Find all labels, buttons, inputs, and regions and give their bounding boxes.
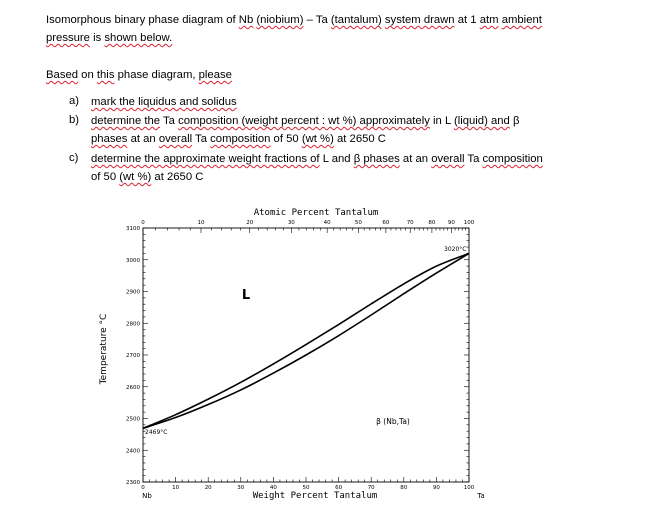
- text-run: composition (weight percent : wt %) approximately: [178, 115, 430, 127]
- text-run: pressure: [46, 32, 90, 44]
- item-c-marker: c): [69, 152, 79, 164]
- top-axis-title: Atomic Percent Tantalum: [253, 208, 379, 218]
- text-run: Isomorphous binary phase diagram of: [46, 14, 239, 26]
- y-tick-label: 2400: [126, 448, 140, 455]
- text-run: Nb: [238, 14, 254, 26]
- text-run: please: [198, 69, 232, 81]
- x-tick-label: 90: [432, 485, 440, 491]
- x-tick-label: 10: [172, 485, 180, 491]
- y-tick-label: 2300: [126, 480, 140, 486]
- x-tick-label: 80: [400, 485, 408, 491]
- x-tick-label: 20: [204, 485, 212, 491]
- x-tick-label: 60: [335, 485, 343, 491]
- text-run: on: [78, 69, 97, 81]
- text-run: at 1: [454, 14, 480, 26]
- y-tick-label: 2800: [126, 321, 140, 328]
- text-run: Ta: [192, 133, 211, 145]
- text-run: in L: [429, 115, 454, 127]
- top-tick-label: 0: [141, 220, 145, 226]
- end-label-nb: Nb: [142, 492, 152, 500]
- y-tick-label: 3000: [126, 257, 140, 264]
- text-run: (tantalum): [330, 14, 382, 26]
- annotation-nb-melting: 2469°C: [145, 429, 168, 436]
- text-run: (niobium): [256, 14, 304, 26]
- text-run: at an: [399, 153, 432, 165]
- y-tick-label: 2700: [126, 353, 140, 359]
- text-run: ambient: [501, 14, 542, 26]
- text-run: composition: [210, 133, 271, 145]
- text-run: phase diagram,: [114, 69, 199, 81]
- top-tick-label: 90: [447, 220, 455, 226]
- top-tick-label: 80: [428, 220, 436, 226]
- item-a-marker: a): [69, 95, 80, 107]
- text-run: – Ta: [303, 14, 331, 26]
- text-run: phases: [91, 133, 128, 145]
- top-tick-label: 40: [323, 220, 331, 226]
- y-axis-title: Temperature °C: [99, 313, 109, 385]
- text-run: is: [89, 32, 105, 44]
- top-tick-label: 70: [406, 220, 414, 226]
- text-run: at 2650 C: [151, 171, 204, 183]
- top-tick-label: 60: [382, 220, 390, 226]
- text-run: overall: [431, 153, 465, 165]
- text-run: of 50: [270, 133, 302, 145]
- text-run: β phases: [353, 153, 400, 165]
- item-b-marker: b): [69, 114, 80, 126]
- y-tick-label: 3100: [126, 226, 140, 232]
- text-run: at an: [127, 133, 159, 145]
- text-run: at 2650 C: [333, 133, 386, 145]
- top-tick-label: 30: [287, 220, 295, 226]
- top-tick-label: 20: [246, 220, 254, 226]
- x-tick-label: 50: [302, 485, 310, 491]
- text-run: (wt %): [119, 171, 152, 183]
- phase-boundary-curve-1: [143, 253, 469, 428]
- x-tick-label: 30: [237, 485, 245, 491]
- x-tick-label: 70: [367, 485, 375, 491]
- text-run: (wt %): [301, 133, 334, 145]
- text-run: system drawn: [384, 14, 455, 26]
- phase-boundary-curve-0: [143, 253, 469, 428]
- top-tick-label: 50: [354, 220, 362, 226]
- text-run: β: [509, 115, 520, 127]
- text-run: shown below.: [104, 32, 173, 44]
- x-tick-label: 100: [463, 485, 475, 491]
- text-run: of 50: [91, 171, 120, 183]
- text-run: atm: [479, 14, 499, 26]
- y-tick-label: 2600: [126, 384, 140, 391]
- x-tick-label: 40: [269, 485, 277, 491]
- y-tick-label: 2500: [126, 416, 140, 423]
- text-run: Based: [46, 69, 79, 81]
- x-tick-label: 0: [141, 485, 145, 491]
- end-label-ta: Ta: [477, 492, 485, 500]
- annotation-ta-melting: 3020°C: [444, 246, 467, 253]
- text-run: (liquid) and: [453, 115, 510, 127]
- text-run: this: [96, 69, 115, 81]
- top-tick-label: 100: [463, 220, 475, 226]
- text-run: Ta: [464, 153, 483, 165]
- text-run: determine the approximate weight fractions of: [91, 153, 320, 165]
- text-run: composition: [482, 153, 543, 165]
- text-run: mark the liquidus and solidus: [91, 96, 237, 108]
- text-run: Ta: [160, 115, 179, 127]
- phase-label-solid: β (Nb,Ta): [376, 417, 410, 426]
- y-tick-label: 2900: [126, 289, 140, 296]
- x-axis-title: Weight Percent Tantalum: [252, 491, 378, 501]
- text-run: overall: [158, 133, 193, 145]
- text-run: L and: [319, 153, 354, 165]
- top-tick-label: 10: [197, 220, 205, 226]
- text-run: determine the: [91, 115, 161, 127]
- phase-label-liquid: L: [241, 288, 251, 303]
